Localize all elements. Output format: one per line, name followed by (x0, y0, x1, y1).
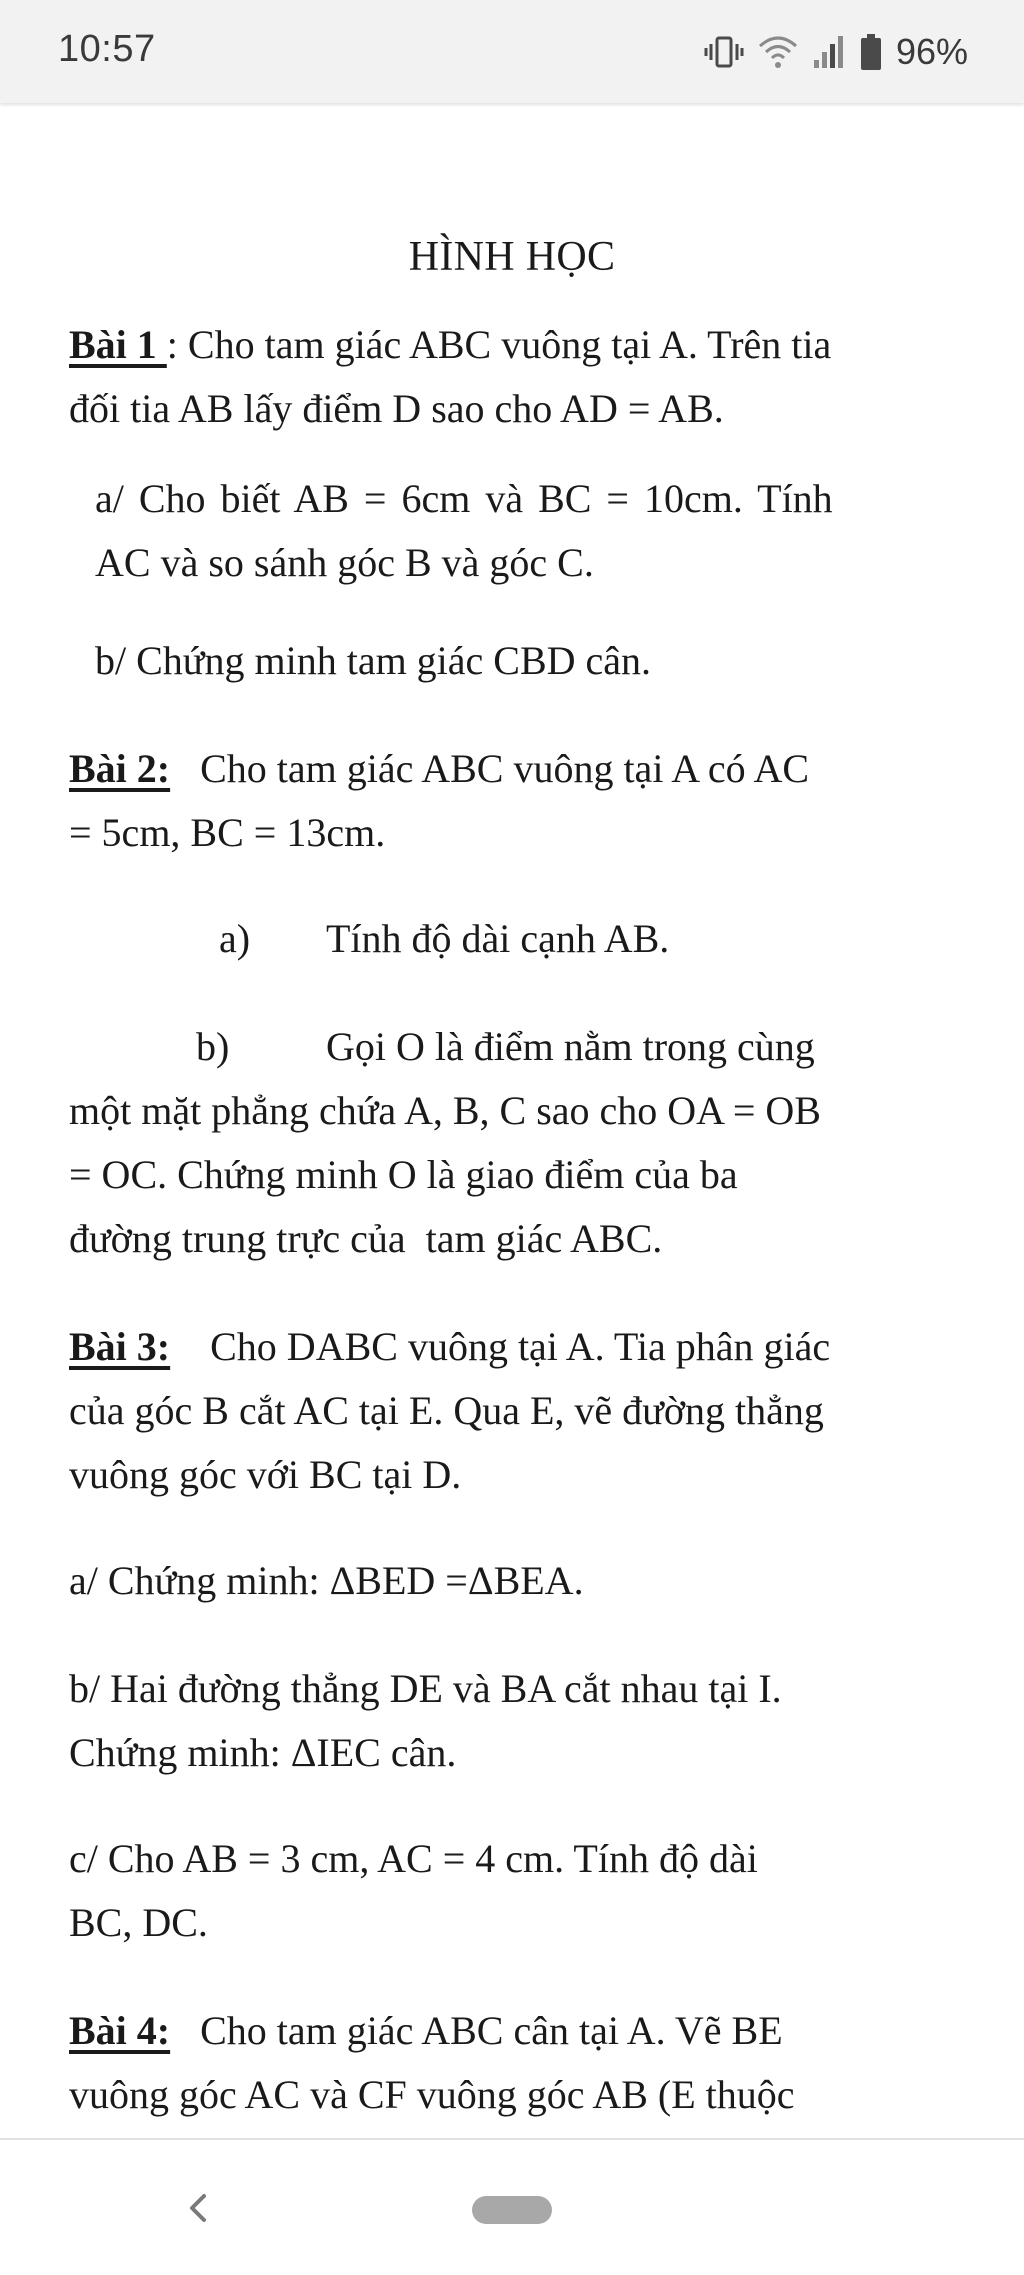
bai2-line2: = 5cm, BC = 13cm. (69, 810, 386, 855)
bai2-part-b-text: Gọi O là điểm nằm trong cùng (326, 1024, 815, 1069)
bai1-part-a-line1: a/ Cho biết AB = 6cm và BC = 10cm. Tính (95, 476, 833, 521)
bai2-part-b-line2: một mặt phẳng chứa A, B, C sao cho OA = OB (69, 1088, 821, 1133)
bai1-label: Bài 1 (69, 322, 167, 367)
bai4-label: Bài 4: (69, 2008, 171, 2053)
bai4-line2: vuông góc AC và CF vuông góc AB (E thuộc (69, 2072, 795, 2117)
battery-icon (860, 33, 882, 71)
bai3-line3: vuông góc với BC tại D. (69, 1452, 462, 1497)
bai3-part-c-line1: c/ Cho AB = 3 cm, AC = 4 cm. Tính độ dài (69, 1836, 758, 1881)
bai3-part-a: a/ Chứng minh: ΔBED =ΔBEA. (69, 1558, 584, 1603)
bai2-part-a-text: Tính độ dài cạnh AB. (326, 916, 670, 961)
bai3-part-b-line1: b/ Hai đường thẳng DE và BA cắt nhau tại I. (69, 1666, 782, 1711)
bai2-part-b-line3: = OC. Chứng minh O là giao điểm của ba (69, 1152, 738, 1197)
bai2-part-b-line4: đường trung trực của tam giác ABC. (69, 1216, 663, 1261)
bai1-line2: đối tia AB lấy điểm D sao cho AD = AB. (69, 386, 724, 431)
navigation-bar (0, 2138, 1024, 2275)
status-icons (704, 30, 968, 74)
bai1-part-b: b/ Chứng minh tam giác CBD cân. (95, 638, 652, 683)
bai3-part-b-line2: Chứng minh: ΔIEC cân. (69, 1730, 457, 1775)
bai4-line1: Bài 4: Cho tam giác ABC cân tại A. Vẽ BE (69, 2008, 783, 2053)
document-title: HÌNH HỌC (408, 234, 616, 280)
bai2-label: Bài 2: (69, 746, 171, 791)
cellular-signal-icon (812, 34, 846, 70)
bai2-part-b-marker: b) (196, 1024, 230, 1069)
bai3-part-c-line2: BC, DC. (69, 1900, 208, 1945)
bai1-part-a-line2: AC và so sánh góc B và góc C. (95, 540, 594, 585)
bai3-line1: Bài 3: Cho DABC vuông tại A. Tia phân giác (69, 1324, 831, 1369)
bai3-line2: của góc B cắt AC tại E. Qua E, vẽ đường thẳng (69, 1388, 824, 1433)
home-pill-icon[interactable] (472, 2196, 552, 2224)
status-time: 10:57 (58, 28, 156, 70)
bai3-label: Bài 3: (69, 1324, 171, 1369)
status-bar (0, 0, 1024, 103)
document-view[interactable] (0, 103, 1024, 2138)
back-chevron-icon[interactable] (178, 2184, 218, 2232)
bai2-part-a-marker: a) (219, 916, 251, 961)
bai1-line1: Bài 1 : Cho tam giác ABC vuông tại A. Trên tia (69, 322, 832, 367)
battery-percentage: 96% (895, 31, 968, 72)
bai2-line1: Bài 2: Cho tam giác ABC vuông tại A có AC (69, 746, 810, 791)
vibrate-icon (704, 32, 744, 72)
wifi-icon (758, 34, 798, 70)
